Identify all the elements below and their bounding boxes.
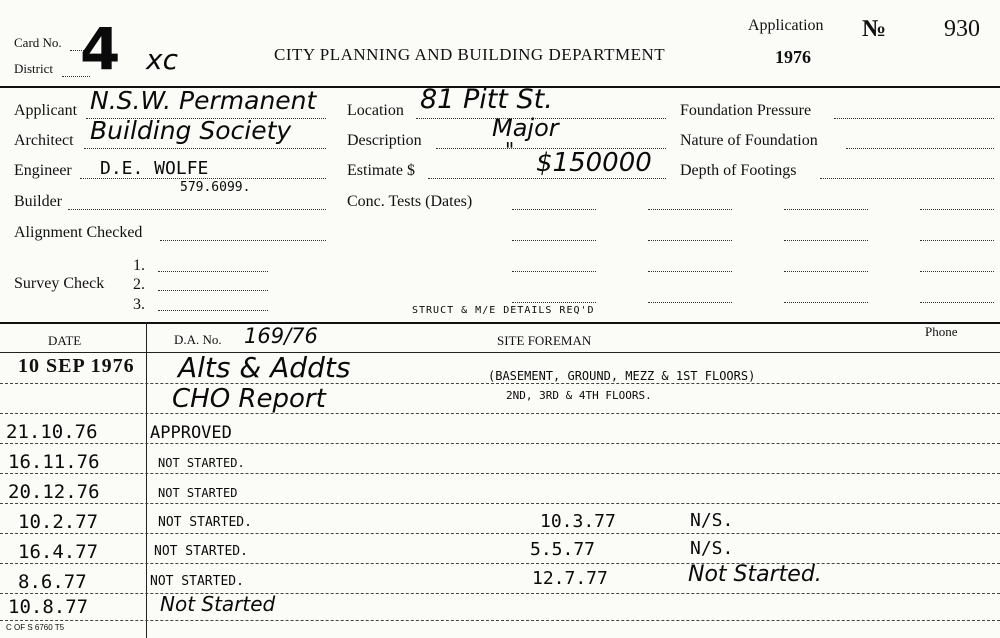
log-text: Not Started xyxy=(160,592,276,616)
description-label: Description xyxy=(347,132,422,149)
conc-dots xyxy=(512,209,596,210)
log-date: 21.10.76 xyxy=(6,421,98,443)
application-number: 930 xyxy=(944,16,980,42)
survey-dots-1 xyxy=(158,271,268,272)
log-text: CHO Report xyxy=(172,384,326,414)
description-value: Major xyxy=(492,114,559,142)
log-date: 10 SEP 1976 xyxy=(18,355,135,377)
nature-of-foundation-label: Nature of Foundation xyxy=(680,132,818,149)
conc-dots xyxy=(512,240,596,241)
conc-dots xyxy=(920,271,994,272)
log-text-secondary: Not Started. xyxy=(688,562,822,587)
card-no-label: Card No. xyxy=(14,35,62,50)
conc-dots xyxy=(648,271,732,272)
survey-item-2: 2. xyxy=(133,276,145,293)
conc-dots xyxy=(920,302,994,303)
description-ditto: " xyxy=(505,138,515,162)
engineer-label: Engineer xyxy=(14,162,72,179)
log-text: NOT STARTED. xyxy=(154,544,248,559)
engineer-value: D.E. WOLFE xyxy=(100,158,209,179)
conc-dots xyxy=(648,209,732,210)
log-top-rule xyxy=(0,322,1000,324)
district-value: xc xyxy=(146,43,178,76)
log-text-secondary: N/S. xyxy=(690,510,734,531)
conc-dots xyxy=(920,240,994,241)
conc-dots xyxy=(512,302,596,303)
log-date: 16.11.76 xyxy=(8,451,100,473)
survey-dots-2 xyxy=(158,290,268,291)
architect-label: Architect xyxy=(14,132,74,149)
foundation-pressure-label: Foundation Pressure xyxy=(680,102,812,119)
log-text-secondary: N/S. xyxy=(690,538,734,559)
depth-dots xyxy=(820,178,994,179)
conc-tests-label: Conc. Tests (Dates) xyxy=(347,193,473,210)
log-date: 10.8.77 xyxy=(8,596,89,618)
alignment-dots xyxy=(160,240,326,241)
conc-dots xyxy=(784,209,868,210)
date-header: DATE xyxy=(48,333,82,348)
log-date: 10.2.77 xyxy=(18,511,99,533)
da-no-value: 169/76 xyxy=(244,324,318,348)
conc-dots xyxy=(512,271,596,272)
log-date: 20.12.76 xyxy=(8,481,100,503)
struct-details-note: STRUCT & M/E DETAILS REQ'D xyxy=(412,305,595,316)
number-symbol: № xyxy=(862,16,887,42)
application-label: Application xyxy=(748,17,824,34)
date-column-divider xyxy=(146,322,147,638)
builder-dots xyxy=(68,209,326,210)
log-date: 16.4.77 xyxy=(18,541,99,563)
estimate-dots xyxy=(428,178,666,179)
estimate-value: $150000 xyxy=(536,148,652,178)
da-no-label: D.A. No. xyxy=(174,332,222,347)
log-text-secondary: 2ND, 3RD & 4TH FLOORS. xyxy=(506,389,652,402)
builder-label: Builder xyxy=(14,193,62,210)
engineer-phone: 579.6099. xyxy=(180,180,251,195)
log-text-secondary: (BASEMENT, GROUND, MEZZ & 1ST FLOORS) xyxy=(488,369,756,383)
foundation-pressure-dots xyxy=(834,118,994,119)
nature-dots xyxy=(846,148,994,149)
district-label: District xyxy=(14,61,53,76)
alignment-label: Alignment Checked xyxy=(14,224,143,241)
conc-dots xyxy=(784,240,868,241)
location-value: 81 Pitt St. xyxy=(420,84,553,115)
conc-dots xyxy=(920,209,994,210)
log-text: APPROVED xyxy=(150,423,232,443)
applicant-value: N.S.W. Permanent xyxy=(90,86,317,115)
log-date: 8.6.77 xyxy=(18,571,87,593)
depth-of-footings-label: Depth of Footings xyxy=(680,162,797,179)
conc-dots xyxy=(784,302,868,303)
log-text: Alts & Addts xyxy=(178,351,351,384)
log-line xyxy=(0,620,1000,621)
card-no-value: 4 xyxy=(80,15,121,83)
department-title: CITY PLANNING AND BUILDING DEPARTMENT xyxy=(274,45,666,64)
location-label: Location xyxy=(347,102,404,119)
log-text: NOT STARTED. xyxy=(158,456,245,470)
log-line xyxy=(0,503,1000,504)
log-text: NOT STARTED. xyxy=(150,574,244,589)
conc-dots xyxy=(784,271,868,272)
architect-dots xyxy=(84,148,326,149)
log-line xyxy=(0,563,1000,564)
survey-item-1: 1. xyxy=(133,257,145,274)
applicant-label: Applicant xyxy=(14,102,78,119)
log-line xyxy=(0,473,1000,474)
log-line xyxy=(0,413,1000,414)
log-line xyxy=(0,383,1000,384)
log-text: NOT STARTED. xyxy=(158,515,252,530)
form-code: C OF S 6760 T5 xyxy=(6,623,65,632)
log-date-secondary: 10.3.77 xyxy=(540,511,616,532)
site-foreman-header: SITE FOREMAN xyxy=(497,333,592,348)
conc-dots xyxy=(648,240,732,241)
survey-dots-3 xyxy=(158,310,268,311)
log-date-secondary: 5.5.77 xyxy=(530,539,596,560)
survey-item-3: 3. xyxy=(133,296,145,313)
log-header-rule xyxy=(0,352,1000,353)
log-date-secondary: 12.7.77 xyxy=(532,568,608,589)
log-line xyxy=(0,443,1000,444)
estimate-label: Estimate $ xyxy=(347,162,415,179)
survey-label: Survey Check xyxy=(14,275,105,292)
log-line xyxy=(0,533,1000,534)
conc-dots xyxy=(648,302,732,303)
phone-header: Phone xyxy=(925,324,958,339)
architect-value: Building Society xyxy=(90,116,292,145)
log-line xyxy=(0,593,1000,594)
log-text: NOT STARTED xyxy=(158,486,238,500)
application-year: 1976 xyxy=(775,47,811,67)
